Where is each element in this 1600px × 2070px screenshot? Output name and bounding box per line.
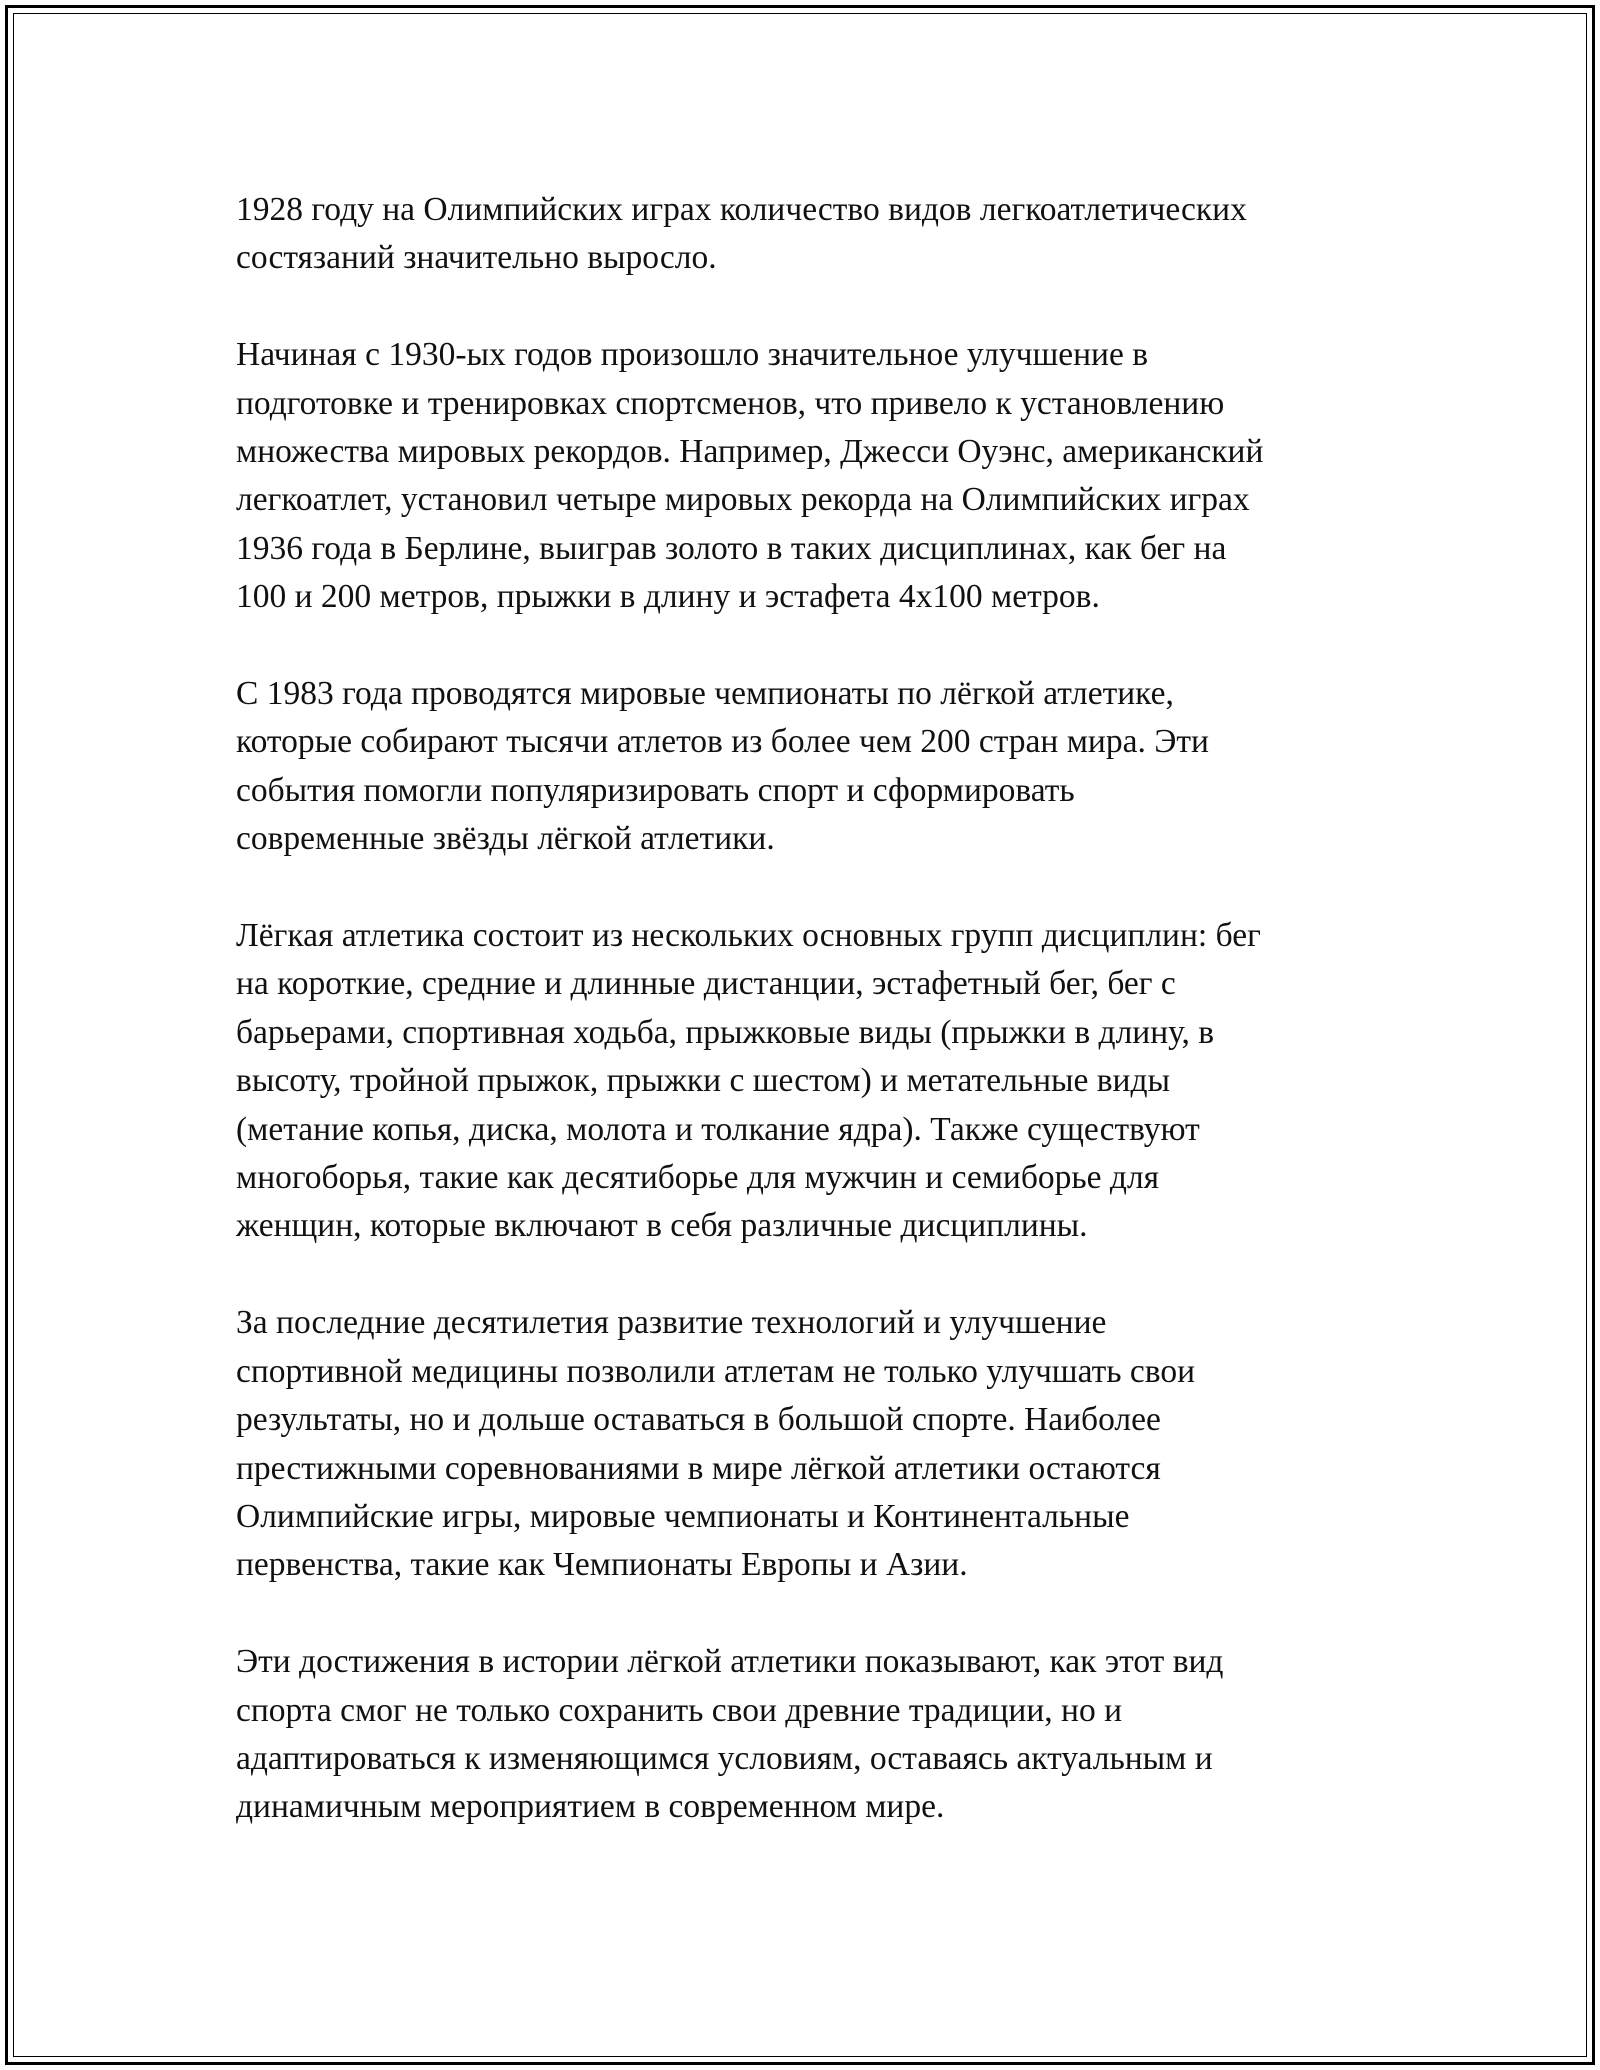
text-line: женщин, которые включают в себя различные дисциплины. xyxy=(236,1207,1088,1245)
text-line: многоборья, такие как десятиборье для мужчин и семиборье для xyxy=(236,1159,1160,1197)
text-line: множества мировых рекордов. Например, Джесси Оуэнс, американский xyxy=(236,433,1264,471)
paragraph-4 xyxy=(236,912,1366,1251)
text-line: события помогли популяризировать спорт и сформировать xyxy=(236,771,1075,809)
text-line: Эти достижения в истории лёгкой атлетики показывают, как этот вид xyxy=(236,1643,1224,1681)
paragraph-3 xyxy=(236,670,1366,864)
paragraph-1 xyxy=(236,186,1366,283)
document-body xyxy=(236,186,1366,1832)
text-line: легкоатлет, установил четыре мировых рекорда на Олимпийских играх xyxy=(236,481,1250,519)
text-line: престижными соревнованиями в мире лёгкой атлетики остаются xyxy=(236,1449,1161,1487)
text-line: 100 и 200 метров, прыжки в длину и эстафета 4x100 метров. xyxy=(236,578,1100,616)
text-line: динамичным мероприятием в современном мире. xyxy=(236,1788,945,1826)
text-line: адаптироваться к изменяющимся условиям, оставаясь актуальным и xyxy=(236,1739,1213,1777)
text-line: спортивной медицины позволили атлетам не только улучшать свои xyxy=(236,1352,1196,1390)
text-line: состязаний значительно выросло. xyxy=(236,239,717,277)
text-line: первенства, такие как Чемпионаты Европы и Азии. xyxy=(236,1546,968,1584)
text-line: За последние десятилетия развитие технологий и улучшение xyxy=(236,1304,1107,1342)
text-line: 1928 году на Олимпийских играх количество видов легкоатлетических xyxy=(236,191,1247,228)
text-line: барьерами, спортивная ходьба, прыжковые виды (прыжки в длину, в xyxy=(236,1013,1215,1051)
text-line: 1936 года в Берлине, выиграв золото в таких дисциплинах, как бег на xyxy=(236,529,1227,567)
text-line: Лёгкая атлетика состоит из нескольких основных групп дисциплин: бег xyxy=(236,917,1261,955)
paragraph-5 xyxy=(236,1299,1366,1589)
text-line: Олимпийские игры, мировые чемпионаты и Континентальные xyxy=(236,1497,1130,1535)
text-line: подготовке и тренировках спортсменов, что привело к установлению xyxy=(236,384,1225,422)
text-line: которые собирают тысячи атлетов из более чем 200 стран мира. Эти xyxy=(236,723,1209,761)
text-line: современные звёзды лёгкой атлетики. xyxy=(236,820,775,858)
text-line: спорта смог не только сохранить свои древние традиции, но и xyxy=(236,1691,1122,1729)
text-line: (метание копья, диска, молота и толкание ядра). Также существуют xyxy=(236,1110,1200,1148)
paragraph-6 xyxy=(236,1638,1366,1832)
text-line: Начиная с 1930-ых годов произошло значительное улучшение в xyxy=(236,336,1149,374)
text-line: результаты, но и дольше оставаться в большой спорте. Наиболее xyxy=(236,1401,1161,1439)
text-line: С 1983 года проводятся мировые чемпионаты по лёгкой атлетике, xyxy=(236,675,1174,713)
text-line: высоту, тройной прыжок, прыжки с шестом) и метательные виды xyxy=(236,1062,1171,1100)
paragraph-2 xyxy=(236,331,1366,621)
text-line: на короткие, средние и длинные дистанции, эстафетный бег, бег с xyxy=(236,965,1176,1003)
